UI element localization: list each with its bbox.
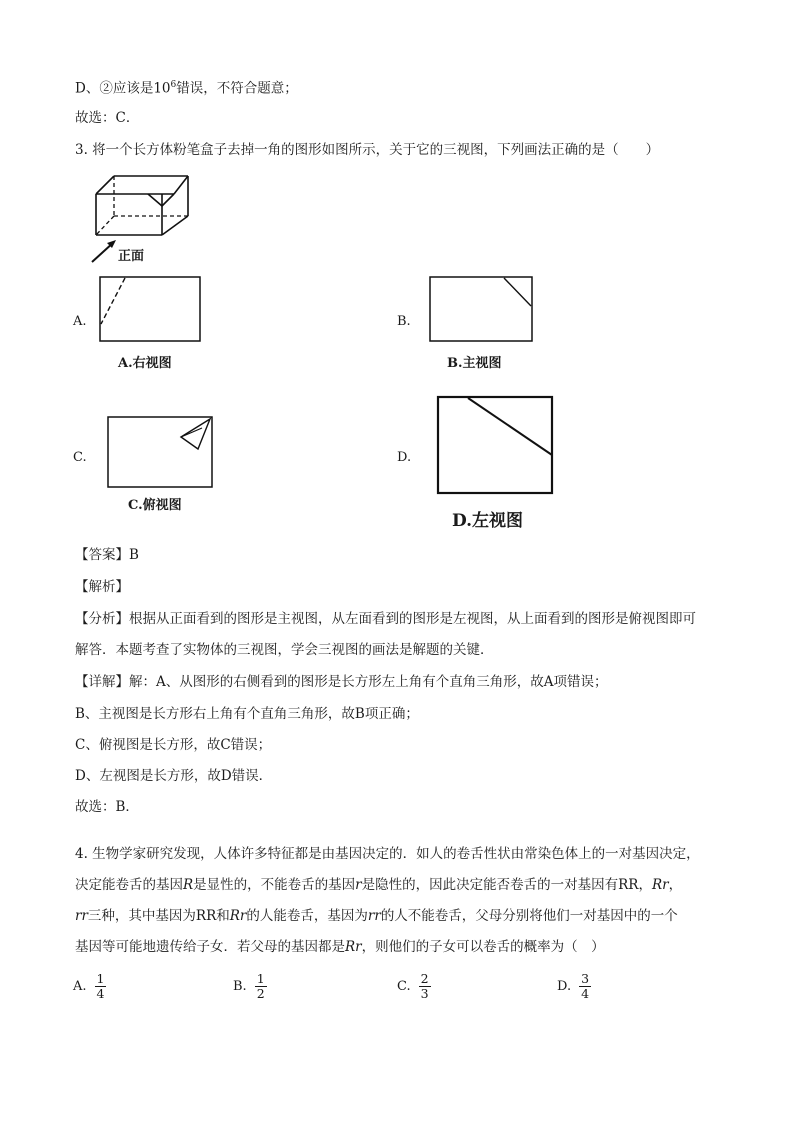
q3-detail-text1: 解：A、从图形的右侧看到的图形是长方形左上角有个直角三角形，故A项错误； bbox=[129, 674, 608, 690]
q4-option-b-letter: B. bbox=[233, 979, 247, 994]
prev-conclusion: 故选：C． bbox=[75, 110, 140, 126]
q3-conclusion: 故选：B． bbox=[75, 799, 139, 815]
q4-option-a-num: 1 bbox=[96, 971, 105, 986]
q3-detail-line4: D、左视图是长方形，故D错误． bbox=[75, 768, 273, 784]
q3-option-c-figure bbox=[106, 413, 216, 491]
q4-gene-r: r bbox=[355, 877, 362, 893]
prev-option-d-exponent: 6 bbox=[170, 80, 177, 90]
q3-answer bbox=[75, 546, 139, 564]
q3-option-a-figure bbox=[99, 276, 202, 344]
q3-option-b-caption: B.主视图 bbox=[447, 356, 502, 371]
q3-stem: 3. 将一个长方体粉笔盒子去掉一角的图形如图所示，关于它的三视图，下列画法正确的是（ ） bbox=[75, 142, 660, 158]
q4-line4-a: 基因等可能地遗传给子女．若父母的基因都是 bbox=[75, 939, 345, 955]
q4-option-d-den: 4 bbox=[581, 986, 590, 1001]
q3-answer-value: B bbox=[129, 547, 139, 563]
q4-option-a-den: 4 bbox=[96, 986, 105, 1001]
q4-gene-Rr-2: Rr bbox=[229, 908, 247, 924]
q3-detail-line2: B、主视图是长方形右上角有个直角三角形，故B项正确； bbox=[75, 706, 419, 722]
q4-gene-Rr-3: Rr bbox=[345, 939, 362, 955]
q4-option-d-letter: D. bbox=[557, 979, 572, 994]
q4-option-c-fraction bbox=[419, 972, 431, 1001]
q4-option-d-fraction bbox=[579, 972, 591, 1001]
q3-answer-tag: 【答案】 bbox=[75, 547, 129, 563]
q4-line2-comma: ， bbox=[668, 877, 683, 893]
q3-option-c-letter: C. bbox=[73, 450, 87, 465]
q3-option-b-figure bbox=[429, 276, 534, 344]
prev-option-d bbox=[75, 76, 298, 98]
q3-analysis-line1 bbox=[75, 610, 696, 628]
q4-line2 bbox=[75, 876, 682, 894]
q4-gene-rr: rr bbox=[75, 908, 88, 924]
q4-option-b-num: 1 bbox=[256, 971, 265, 986]
q3-detail-line1 bbox=[75, 673, 608, 691]
q4-option-c-letter: C. bbox=[397, 979, 411, 994]
q3-option-d-letter: D. bbox=[397, 450, 412, 465]
q4-line2-a: 决定能卷舌的基因 bbox=[75, 877, 183, 893]
q3-option-c-caption: C.俯视图 bbox=[128, 498, 182, 513]
q4-line4-b: ，则他们的子女可以卷舌的概率为（ ） bbox=[361, 939, 605, 955]
q4-line1: 4. 生物学家研究发现，人体许多特征都是由基因决定的．如人的卷舌性状由常染色体上的一对基因决定， bbox=[75, 846, 700, 862]
q4-line4 bbox=[75, 938, 605, 956]
q3-detail-label: 【详解】 bbox=[75, 674, 129, 690]
q3-option-a-letter: A. bbox=[73, 314, 87, 329]
q3-detail-line3: C、俯视图是长方形，故C错误； bbox=[75, 737, 272, 753]
q3-analysis-tag: 【解析】 bbox=[75, 579, 129, 595]
q3-analysis-text1: 根据从正面看到的图形是主视图，从左面看到的图形是左视图，从上面看到的图形是俯视图即可 bbox=[129, 611, 696, 627]
q4-option-c-num: 2 bbox=[420, 971, 429, 986]
q4-line3-c: 的人不能卷舌，父母分别将他们一对基因中的一个 bbox=[380, 908, 678, 924]
q4-gene-Rr: Rr bbox=[651, 877, 669, 893]
prev-option-d-suffix: 错误，不符合题意； bbox=[176, 80, 298, 97]
q3-option-a-caption: A.右视图 bbox=[118, 356, 172, 371]
q4-line2-b: 是显性的，不能卷舌的基因 bbox=[193, 877, 356, 893]
q4-option-c bbox=[397, 972, 431, 1001]
q4-option-c-den: 3 bbox=[420, 986, 429, 1001]
q4-line3 bbox=[75, 907, 678, 925]
q4-option-b-den: 2 bbox=[256, 986, 265, 1001]
q4-option-b-fraction bbox=[255, 972, 267, 1001]
q4-gene-rr-2: rr bbox=[367, 908, 381, 924]
q3-front-label: 正面 bbox=[118, 249, 145, 264]
q3-option-d-figure bbox=[436, 395, 556, 497]
q4-option-a bbox=[73, 972, 106, 1001]
q3-analysis-label: 【分析】 bbox=[75, 611, 129, 627]
q4-option-d-num: 3 bbox=[581, 971, 590, 986]
q4-option-a-letter: A. bbox=[73, 979, 87, 994]
q4-gene-R: R bbox=[183, 877, 194, 893]
q4-line2-c: 是隐性的，因此决定能否卷舌的一对基因有RR， bbox=[361, 877, 652, 893]
q3-option-d-caption: D.左视图 bbox=[452, 511, 524, 531]
prev-option-d-prefix: D、②应该是10 bbox=[75, 80, 171, 97]
q4-option-d bbox=[557, 972, 591, 1001]
q4-line3-b: 的人能卷舌，基因为 bbox=[246, 908, 368, 924]
q3-analysis-line2: 解答．本题考查了实物体的三视图，学会三视图的画法是解题的关键． bbox=[75, 642, 494, 658]
q3-option-b-letter: B. bbox=[397, 314, 411, 329]
q4-line3-a: 三种，其中基因为RR和 bbox=[87, 908, 230, 924]
q4-option-b bbox=[233, 972, 267, 1001]
q4-option-a-fraction bbox=[95, 972, 107, 1001]
